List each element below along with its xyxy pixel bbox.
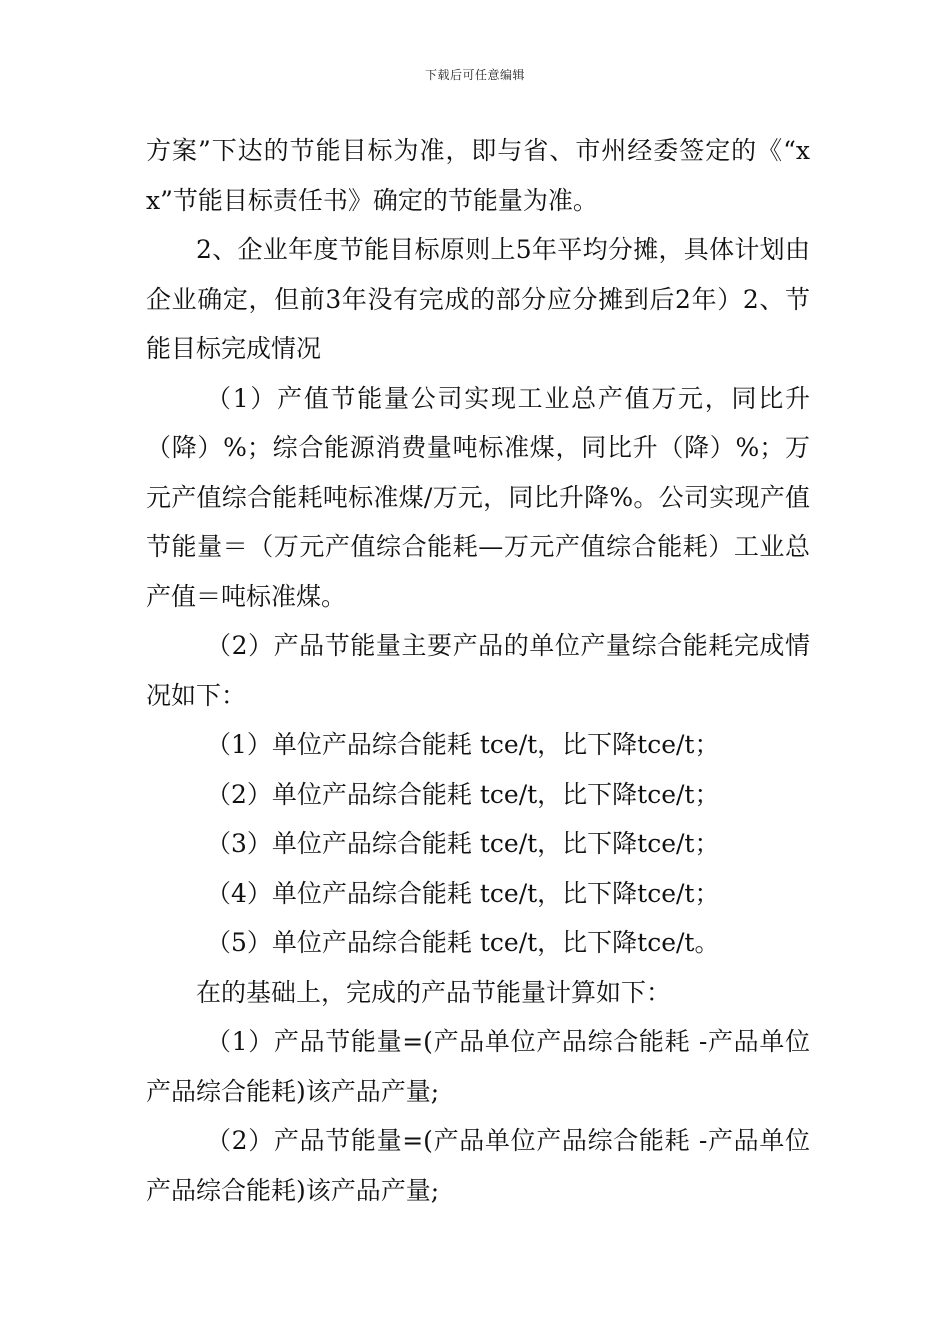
list-item-product-savings-formula-1: （1）产品节能量=(产品单位产品综合能耗 -产品单位产品综合能耗)该产品产量; xyxy=(146,1027,810,1106)
paragraph-annual-target: 2、企业年度节能目标原则上5年平均分摊，具体计划由企业确定，但前3年没有完成的部分应分摊到后2年）2、节能目标完成情况 xyxy=(146,235,810,363)
paragraph-output-savings: （1）产值节能量公司实现工业总产值万元，同比升（降）%；综合能源消费量吨标准煤，同比升（降）%；万元产值综合能耗吨标准煤/万元，同比升降%。公司实现产值节能量＝（万元产值综合能耗—万元产值综合能耗）工业总产值＝吨标准煤。 xyxy=(146,383,810,611)
list-item-unit-consumption-1: （1）单位产品综合能耗 tce/t，比下降tce/t； xyxy=(206,730,720,759)
list-item-product-savings-formula-2: （2）产品节能量=(产品单位产品综合能耗 -产品单位产品综合能耗)该产品产量; xyxy=(146,1126,810,1205)
page-header: 下载后可任意编辑 xyxy=(424,68,525,82)
list-item-unit-consumption-4: （4）单位产品综合能耗 tce/t，比下降tce/t； xyxy=(206,878,720,908)
list-item-unit-consumption-3: （3）单位产品综合能耗 tce/t，比下降tce/t； xyxy=(206,829,720,858)
list-item-unit-consumption-2: （2）单位产品综合能耗 tce/t，比下降tce/t； xyxy=(206,779,720,809)
list-item-unit-consumption-5: （5）单位产品综合能耗 tce/t，比下降tce/t。 xyxy=(206,928,720,957)
paragraph-target-basis: 方案”下达的节能目标为准，即与省、市州经委签定的《“xx”节能目标责任书》确定的节能量为准。 xyxy=(146,136,810,215)
paragraph-calculation-intro: 在的基础上，完成的产品节能量计算如下： xyxy=(196,977,672,1007)
document-body xyxy=(146,126,810,1215)
paragraph-product-savings: （2）产品节能量主要产品的单位产量综合能耗完成情况如下： xyxy=(146,631,810,710)
